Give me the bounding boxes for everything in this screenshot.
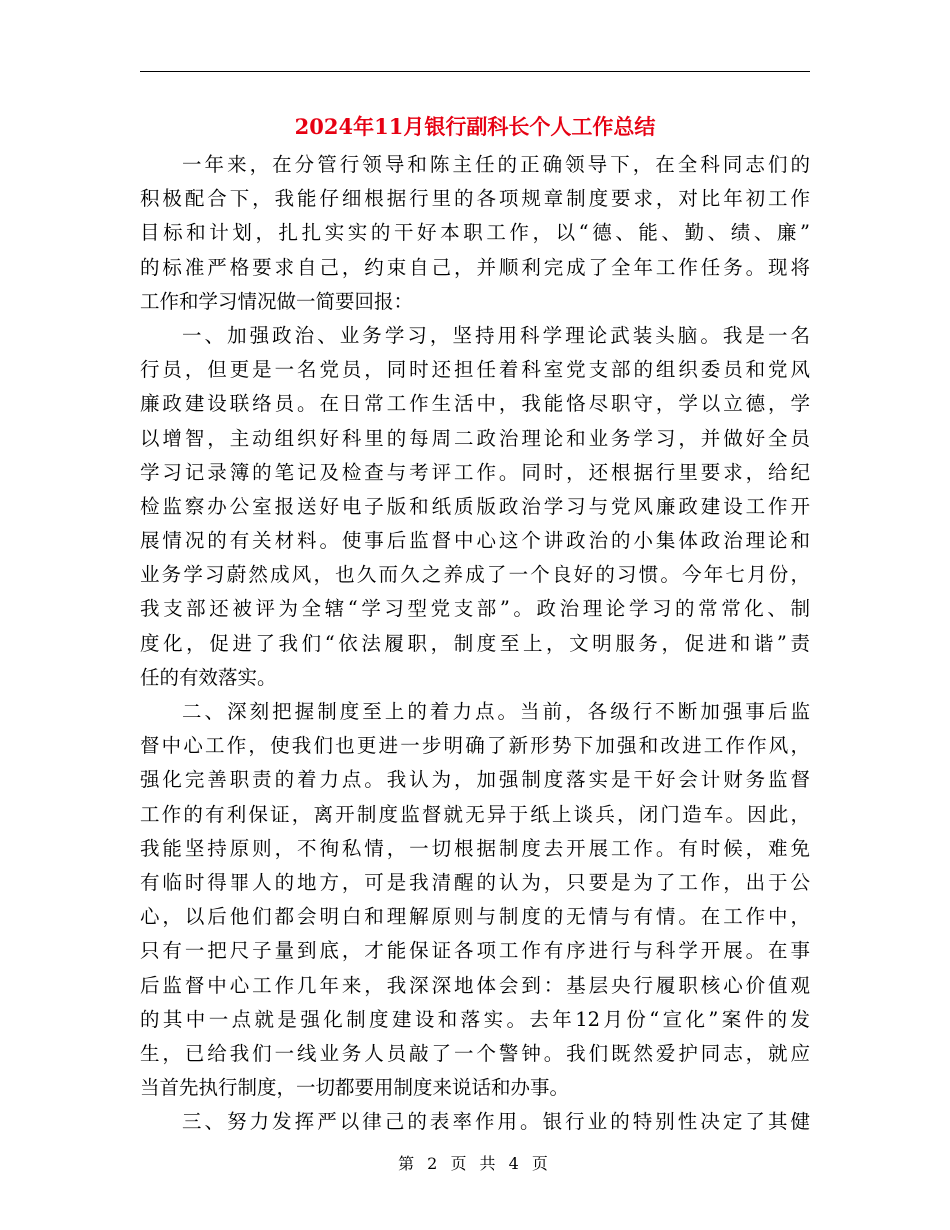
text-line: 廉政建设联络员。在日常工作生活中，我能恪尽职守，学以立德，学 <box>140 392 810 416</box>
text-line: 的标准严格要求自己，约束自己，并顺利完成了全年工作任务。现将 <box>140 255 810 279</box>
text-line: 学习记录簿的笔记及检查与考评工作。同时，还根据行里要求，给纪 <box>140 460 810 484</box>
header-rule <box>140 71 810 72</box>
text-line: 有临时得罪人的地方，可是我清醒的认为，只要是为了工作，出于公 <box>140 870 810 894</box>
document-title: 2024年11月银行副科长个人工作总结 <box>294 114 656 139</box>
text-line: 督中心工作，使我们也更进一步明确了新形势下加强和改进工作作风， <box>140 734 810 758</box>
text-line: 生，已给我们一线业务人员敲了一个警钟。我们既然爱护同志，就应 <box>140 1041 810 1065</box>
text-line: 三、努力发挥严以律己的表率作用。银行业的特别性决定了其健 <box>182 1110 810 1134</box>
text-line: 展情况的有关材料。使事后监督中心这个讲政治的小集体政治理论和 <box>140 529 810 553</box>
text-line: 任的有效落实。 <box>140 665 277 689</box>
text-line: 心，以后他们都会明白和理解原则与制度的无情与有情。在工作中， <box>140 905 810 929</box>
text-line: 二、深刻把握制度至上的着力点。当前，各级行不断加强事后监 <box>182 700 810 723</box>
text-line: 以增智，主动组织好科里的每周二政治理论和业务学习，并做好全员 <box>140 426 810 450</box>
text-line: 后监督中心工作几年来，我深深地体会到：基层央行履职核心价值观 <box>140 973 810 997</box>
text-line: 我支部还被评为全辖“学习型党支部”。政治理论学习的常常化、制 <box>140 597 810 621</box>
document-body <box>140 148 810 1139</box>
text-line: 只有一把尺子量到底，才能保证各项工作有序进行与科学开展。在事 <box>140 939 810 963</box>
text-line: 积极配合下，我能仔细根据行里的各项规章制度要求，对比年初工作 <box>140 187 810 211</box>
text-line: 检监察办公室报送好电子版和纸质版政治学习与党风廉政建设工作开 <box>140 494 810 518</box>
text-line: 行员，但更是一名党员，同时还担任着科室党支部的组织委员和党风 <box>140 358 810 382</box>
text-line: 一、加强政治、业务学习，坚持用科学理论武装头脑。我是一名 <box>182 323 810 347</box>
text-line: 强化完善职责的着力点。我认为，加强制度落实是干好会计财务监督 <box>140 768 810 792</box>
text-line: 度化，促进了我们“依法履职，制度至上，文明服务，促进和谐”责 <box>140 631 810 655</box>
text-line: 我能坚持原则，不徇私情，一切根据制度去开展工作。有时候，难免 <box>140 836 810 860</box>
text-line: 工作的有利保证，离开制度监督就无异于纸上谈兵，闭门造车。因此， <box>140 802 810 826</box>
text-line: 的其中一点就是强化制度建设和落实。去年12月份“宣化”案件的发 <box>140 1007 810 1031</box>
text-line: 一年来，在分管行领导和陈主任的正确领导下，在全科同志们的 <box>182 153 810 176</box>
text-line: 目标和计划，扎扎实实的干好本职工作，以“德、能、勤、绩、廉” <box>140 221 810 245</box>
page-footer: 第 2 页 共 4 页 <box>398 1154 552 1173</box>
text-line: 当首先执行制度，一切都要用制度来说话和办事。 <box>140 1076 570 1100</box>
text-line: 工作和学习情况做一简要回报： <box>140 289 414 313</box>
text-line: 业务学习蔚然成风，也久而久之养成了一个良好的习惯。今年七月份， <box>140 563 810 587</box>
